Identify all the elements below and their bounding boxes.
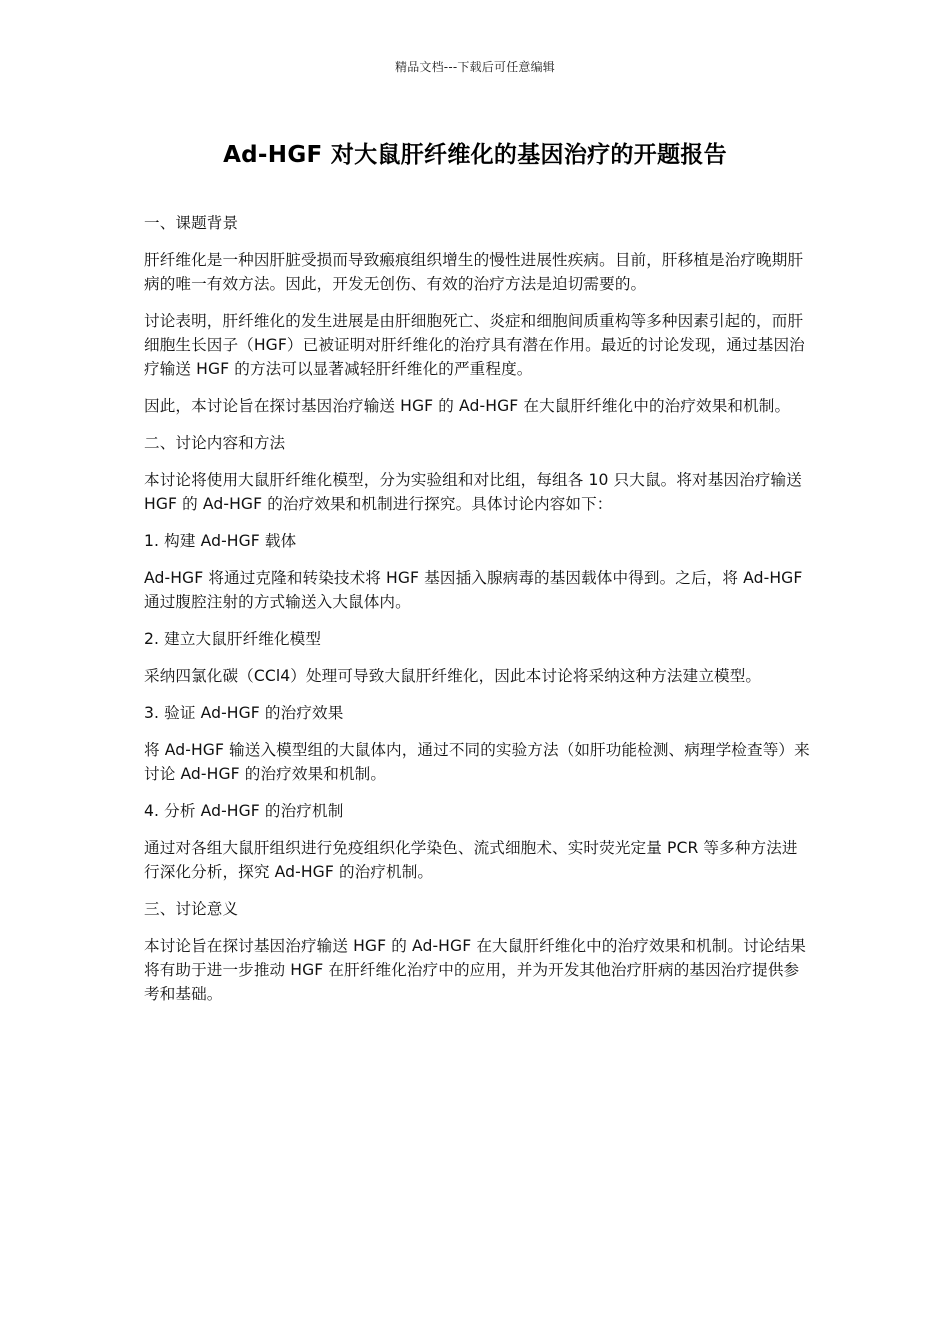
section-heading-significance: 三、讨论意义	[144, 900, 239, 918]
item-heading-3: 3. 验证 Ad-HGF 的治疗效果	[144, 704, 344, 722]
item-heading-2: 2. 建立大鼠肝纤维化模型	[144, 630, 322, 648]
item-text-2: 采纳四氯化碳（CCl4）处理可导致大鼠肝纤维化，因此本讨论将采纳这种方法建立模型。	[144, 667, 762, 685]
paragraph-significance-1: 本讨论旨在探讨基因治疗输送 HGF 的 Ad-HGF 在大鼠肝纤维化中的治疗效果和机制。讨论结果将有助于进一步推动 HGF 在肝纤维化治疗中的应用，并为开发其他治疗肝病的基因治疗提供参考和基础。	[144, 937, 806, 1003]
item-text-4: 通过对各组大鼠肝组织进行免疫组织化学染色、流式细胞术、实时荧光定量 PCR 等多种方法进行深化分析，探究 Ad-HGF 的治疗机制。	[144, 839, 798, 881]
item-text-1: Ad-HGF 将通过克隆和转染技术将 HGF 基因插入腺病毒的基因载体中得到。之后，将 Ad-HGF 通过腹腔注射的方式输送入大鼠体内。	[144, 569, 803, 611]
paragraph-background-1: 肝纤维化是一种因肝脏受损而导致瘢痕组织增生的慢性进展性疾病。目前，肝移植是治疗晚期肝病的唯一有效方法。因此，开发无创伤、有效的治疗方法是迫切需要的。	[144, 251, 804, 293]
document-title: Ad-HGF 对大鼠肝纤维化的基因治疗的开题报告	[223, 142, 727, 168]
paragraph-background-2: 讨论表明，肝纤维化的发生进展是由肝细胞死亡、炎症和细胞间质重构等多种因素引起的，而肝细胞生长因子（HGF）已被证明对肝纤维化的治疗具有潜在作用。最近的讨论发现，通过基因治疗输送 HGF 的方法可以显著减轻肝纤维化的严重程度。	[144, 312, 805, 378]
item-heading-1: 1. 构建 Ad-HGF 载体	[144, 532, 297, 550]
document-body	[144, 211, 810, 1019]
paragraph-background-3: 因此，本讨论旨在探讨基因治疗输送 HGF 的 Ad-HGF 在大鼠肝纤维化中的治疗效果和机制。	[144, 397, 791, 415]
section-heading-methods: 二、讨论内容和方法	[144, 434, 286, 452]
paragraph-methods-1: 本讨论将使用大鼠肝纤维化模型，分为实验组和对比组，每组各 10 只大鼠。将对基因治疗输送 HGF 的 Ad-HGF 的治疗效果和机制进行探究。具体讨论内容如下：	[144, 471, 802, 513]
header-note: 精品文档---下载后可任意编辑	[395, 60, 555, 74]
section-heading-background: 一、课题背景	[144, 214, 239, 232]
item-heading-4: 4. 分析 Ad-HGF 的治疗机制	[144, 802, 344, 820]
item-text-3: 将 Ad-HGF 输送入模型组的大鼠体内，通过不同的实验方法（如肝功能检测、病理学检查等）来讨论 Ad-HGF 的治疗效果和机制。	[144, 741, 810, 783]
